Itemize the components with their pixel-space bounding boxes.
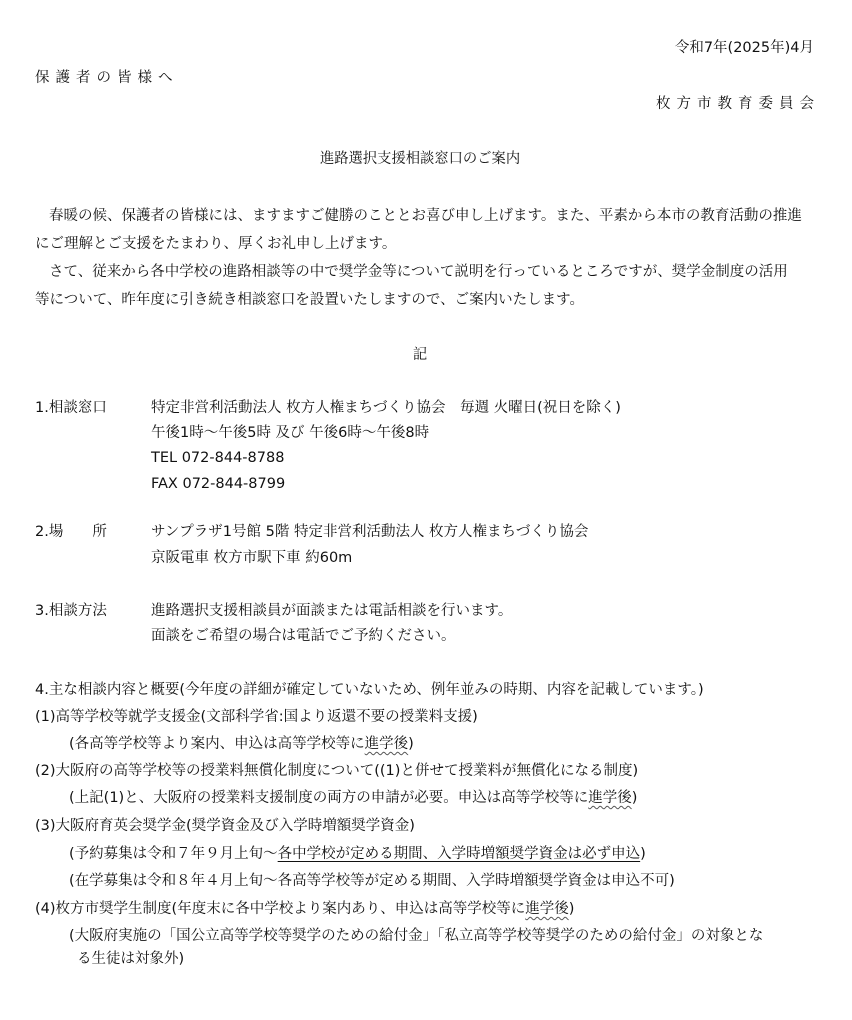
item-4-4-note-line-1: (大阪府実施の「国公立高等学校等奨学のための給付金」「私立高等学校等奨学のための給付金」の対象とな [69,928,764,944]
item-3-line-2: 面談をご希望の場合は電話でご予約ください。 [151,628,456,644]
item-4-3-title: (3)大阪府育英会奨学金(奨学資金及び入学時増額奨学資金) [35,818,415,834]
paragraph-2-line-1: さて、従来から各中学校の進路相談等の中で奨学金等について説明を行っているところですが、奨学金制度の活用 [49,264,788,280]
item-4-3-note-1: (予約募集は令和７年９月上旬～各中学校が定める期間、入学時増額奨学資金は必ず申込) [69,846,646,862]
item-4-1-note: (各高等学校等より案内、申込は高等学校等に進学後) [69,736,414,752]
recipient: 保護者の皆様へ [35,70,179,86]
paragraph-1-line-1: 春暖の候、保護者の皆様には、ますますご健勝のこととお喜び申し上げます。また、平素から本市の教育活動の推進 [49,208,802,224]
item-1-fax: FAX 072-844-8799 [151,476,286,492]
ki-heading: 記 [412,347,428,363]
item-4-2-note: (上記(1)と、大阪府の授業料支援制度の両方の申請が必要。申込は高等学校等に進学後) [69,790,638,806]
item-1-line-1: 特定非営利活動法人 枚方人権まちづくり協会 毎週 火曜日(祝日を除く) [151,400,621,416]
sender: 枚方市教育委員会 [656,96,820,112]
issue-date: 令和7年(2025年)4月 [674,40,814,56]
item-3-line-1: 進路選択支援相談員が面談または電話相談を行います。 [151,603,513,619]
item-1-tel: TEL 072-844-8788 [151,450,285,466]
item-1-line-2: 午後1時～午後5時 及び 午後6時～午後8時 [151,425,430,441]
item-4-4-title: (4)枚方市奨学生制度(年度末に各中学校より案内あり、申込は高等学校等に進学後) [35,901,575,917]
item-4-4-note-line-2: る生徒は対象外) [77,951,185,967]
item-4-3-note-2: (在学募集は令和８年４月上旬～各高等学校等が定める期間、入学時増額奨学資金は申込不可) [69,873,675,889]
paragraph-1-line-2: にご理解とご支援をたまわり、厚くお礼申し上げます。 [35,236,397,252]
document-title: 進路選択支援相談窓口のご案内 [319,151,521,167]
item-2-line-2: 京阪電車 枚方市駅下車 約60m [151,550,353,566]
item-2-label: 2.場 所 [35,524,107,540]
paragraph-2-line-2: 等について、昨年度に引き続き相談窓口を設置いたしますので、ご案内いたします。 [35,292,584,308]
item-2-line-1: サンプラザ1号館 5階 特定非営利活動法人 枚方人権まちづくり協会 [151,524,589,540]
item-4-2-title: (2)大阪府の高等学校等の授業料無償化制度について((1)と併せて授業料が無償化になる制度) [35,763,639,779]
item-4-1-title: (1)高等学校等就学支援金(文部科学省:国より返還不要の授業料支援) [35,709,478,725]
item-4-heading: 4.主な相談内容と概要(今年度の詳細が確定していないため、例年並みの時期、内容を記載しています。) [35,682,704,698]
item-3-label: 3.相談方法 [35,603,107,619]
item-1-label: 1.相談窓口 [35,400,107,416]
